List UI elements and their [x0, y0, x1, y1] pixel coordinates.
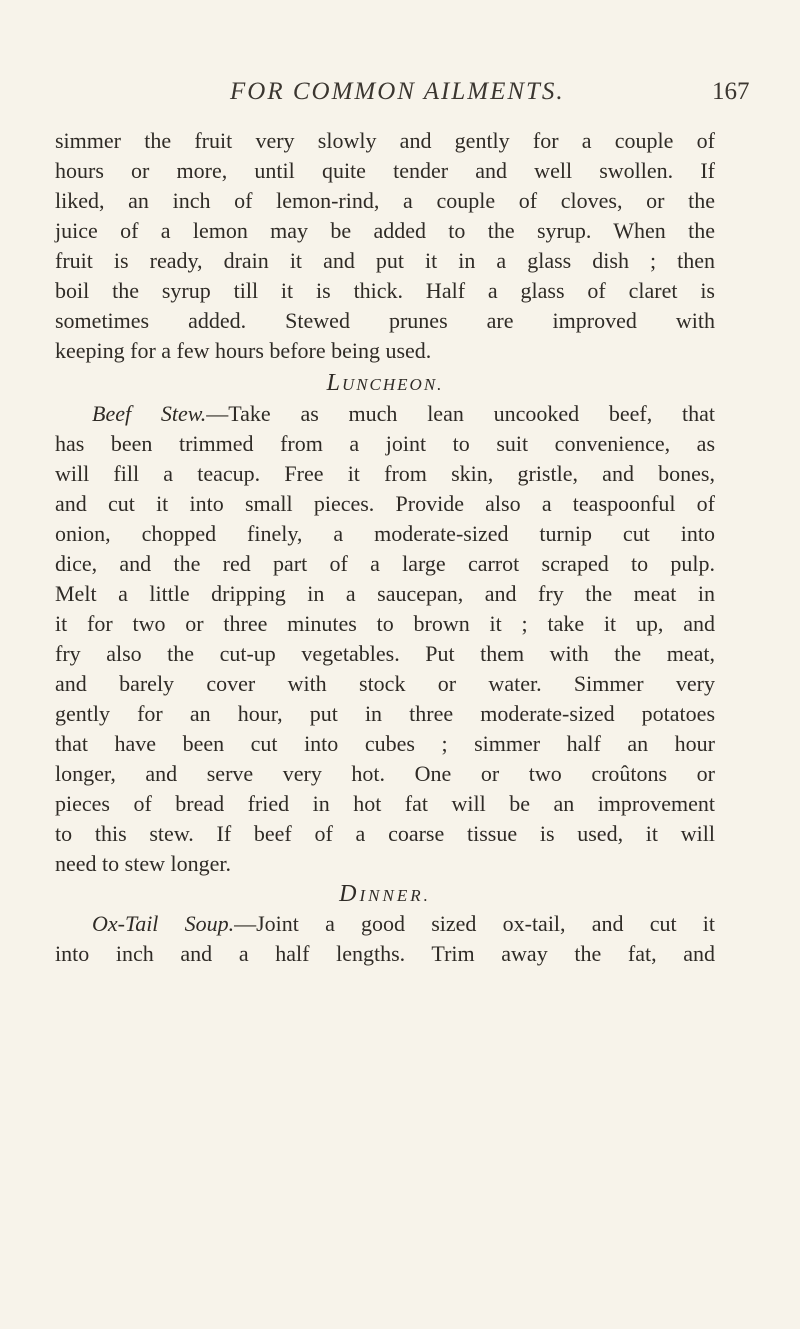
text-line: has been trimmed from a joint to suit convenience, as — [55, 431, 715, 456]
text-line — [55, 399, 715, 429]
running-head — [0, 78, 800, 114]
heading-initial: L — [326, 370, 342, 396]
text-line: keeping for a few hours before being used. — [55, 338, 432, 363]
body-text — [55, 126, 715, 969]
text-line: juice of a lemon may be added to the syrup. When the — [55, 218, 715, 243]
text-line: need to stew longer. — [55, 851, 231, 876]
section-heading-dinner — [55, 879, 715, 909]
text-line: into inch and a half lengths. Trim away the fat, and — [55, 941, 715, 966]
recipe-ox-tail-soup — [55, 909, 715, 969]
recipe-beef-stew — [55, 399, 715, 879]
heading-rest: UNCHEON. — [341, 375, 444, 394]
heading-rest: INNER. — [359, 886, 431, 905]
text-line: and barely cover with stock or water. Simmer very — [55, 671, 715, 696]
page-number: 167 — [712, 78, 750, 105]
text-line: to this stew. If beef of a coarse tissue is used, it will — [55, 821, 715, 846]
text-line: pieces of bread fried in hot fat will be an improvement — [55, 791, 715, 816]
recipe-text: —Joint a good sized ox-tail, and cut it — [234, 911, 715, 936]
section-heading-luncheon — [55, 366, 715, 399]
text-line: simmer the fruit very slowly and gently for a couple of — [55, 128, 715, 153]
running-title: FOR COMMON AILMENTS. — [230, 78, 565, 105]
paragraph-prunes — [55, 126, 715, 366]
text-line: onion, chopped finely, a moderate-sized turnip cut into — [55, 521, 715, 546]
text-line: hours or more, until quite tender and well swollen. If — [55, 158, 715, 183]
text-line: sometimes added. Stewed prunes are improved with — [55, 308, 715, 333]
recipe-text: —Take as much lean uncooked beef, that — [206, 401, 715, 426]
text-line: Melt a little dripping in a saucepan, and fry the meat in — [55, 581, 715, 606]
text-line: and cut it into small pieces. Provide also a teaspoonful of — [55, 491, 715, 516]
text-line: will fill a teacup. Free it from skin, gristle, and bones, — [55, 461, 715, 486]
text-line: gently for an hour, put in three moderate-sized potatoes — [55, 701, 715, 726]
text-line: liked, an inch of lemon-rind, a couple of cloves, or the — [55, 188, 715, 213]
text-line: fry also the cut-up vegetables. Put them with the meat, — [55, 641, 715, 666]
recipe-title: Ox-Tail Soup. — [92, 911, 235, 936]
text-line: that have been cut into cubes ; simmer half an hour — [55, 731, 715, 756]
text-line: it for two or three minutes to brown it ; take it up, and — [55, 611, 715, 636]
text-line — [55, 909, 715, 939]
text-line: longer, and serve very hot. One or two croûtons or — [55, 761, 715, 786]
text-line: boil the syrup till it is thick. Half a glass of claret is — [55, 278, 715, 303]
heading-initial: D — [339, 881, 360, 907]
text-line: fruit is ready, drain it and put it in a glass dish ; then — [55, 248, 715, 273]
recipe-title: Beef Stew. — [92, 401, 207, 426]
text-line: dice, and the red part of a large carrot scraped to pulp. — [55, 551, 715, 576]
